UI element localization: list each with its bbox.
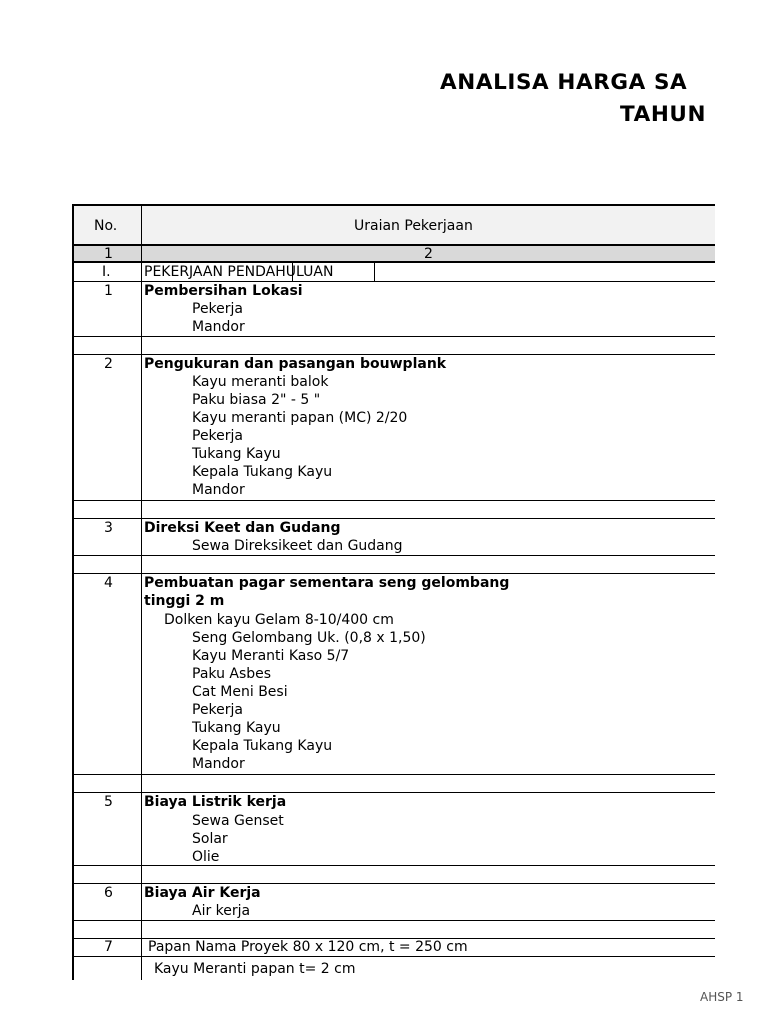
cell-desc (142, 556, 715, 573)
spacer-row (74, 555, 715, 573)
cell-text: Solar (192, 831, 228, 847)
cell-text: Pembersihan Lokasi (144, 283, 303, 299)
section-no: I. (102, 264, 111, 280)
table-row (74, 883, 715, 920)
section-title: PEKERJAAN PENDAHULUAN (144, 264, 334, 280)
cell-text: Kayu Meranti Kaso 5/7 (192, 648, 350, 664)
table-row (74, 956, 715, 980)
cell-text: Pekerja (192, 301, 244, 317)
cell-no (74, 337, 142, 354)
page-title-line1: ANALISA HARGA SA (440, 70, 688, 95)
cell-text: 5 (104, 794, 113, 810)
cell-text: Kayu meranti balok (192, 374, 329, 390)
cell-text: 2 (104, 356, 113, 372)
cell-no (74, 775, 142, 792)
cell-text: 3 (104, 520, 113, 536)
table-header-row (74, 204, 715, 244)
table-row (74, 354, 715, 500)
cell-no (74, 866, 142, 883)
cell-no (74, 574, 142, 774)
cell-text: Tukang Kayu (192, 720, 281, 736)
cell-text: Paku Asbes (192, 666, 272, 682)
cell-desc (142, 921, 715, 938)
cell-text: Olie (192, 849, 220, 865)
spacer-row (74, 920, 715, 938)
cell-text: Cat Meni Besi (192, 684, 288, 700)
analysis-table (72, 204, 715, 980)
cell-text: Sewa Genset (192, 813, 284, 829)
table-row (74, 938, 715, 956)
cell-text: Kepala Tukang Kayu (192, 738, 333, 754)
cell-desc (142, 775, 715, 792)
cell-text: Pembuatan pagar sementara seng gelombang (144, 575, 510, 591)
cell-text: Pekerja (192, 428, 244, 444)
cell-desc (142, 337, 715, 354)
cell-text: Air kerja (192, 903, 251, 919)
cell-desc (142, 501, 715, 518)
cell-text: Paku biasa 2" - 5 " (192, 392, 321, 408)
spacer-row (74, 500, 715, 518)
cell-text: 6 (104, 885, 113, 901)
cell-no (74, 957, 142, 980)
column-index-no: 1 (104, 246, 113, 262)
cell-no (74, 556, 142, 573)
section-row (74, 261, 715, 281)
cell-text: Kepala Tukang Kayu (192, 464, 333, 480)
table-row (74, 573, 715, 774)
cell-text: Kayu Meranti papan t= 2 cm (154, 961, 356, 977)
table-row (74, 518, 715, 555)
cell-text: Kayu meranti papan (MC) 2/20 (192, 410, 408, 426)
spacer-row (74, 865, 715, 883)
cell-text: 1 (104, 283, 113, 299)
cell-text: Biaya Listrik kerja (144, 794, 287, 810)
cell-text: Mandor (192, 756, 245, 772)
page-title-line2: TAHUN (620, 102, 707, 127)
page-footer-label: AHSP 1 (700, 990, 744, 1004)
cell-text: Direksi Keet dan Gudang (144, 520, 341, 536)
table-index-row (74, 244, 715, 261)
table-row (74, 281, 715, 336)
cell-text: tinggi 2 m (144, 593, 225, 609)
column-header-desc: Uraian Pekerjaan (354, 218, 473, 234)
spacer-row (74, 774, 715, 792)
cell-text: Dolken kayu Gelam 8-10/400 cm (164, 612, 394, 628)
column-header-no: No. (94, 218, 118, 234)
cell-text: Mandor (192, 482, 245, 498)
cell-text: Mandor (192, 319, 245, 335)
cell-no (74, 921, 142, 938)
cell-text: Biaya Air Kerja (144, 885, 261, 901)
spacer-row (74, 336, 715, 354)
cell-text: Sewa Direksikeet dan Gudang (192, 538, 403, 554)
cell-text: 7 (104, 939, 113, 955)
cell-text: Seng Gelombang Uk. (0,8 x 1,50) (192, 630, 426, 646)
cell-no (74, 501, 142, 518)
cell-text: Tukang Kayu (192, 446, 281, 462)
cell-text: Papan Nama Proyek 80 x 120 cm, t = 250 cm (148, 939, 468, 955)
cell-text: Pekerja (192, 702, 244, 718)
cell-no (74, 355, 142, 500)
cell-desc (142, 866, 715, 883)
cell-text: 4 (104, 575, 113, 591)
table-row (74, 792, 715, 865)
cell-text: Pengukuran dan pasangan bouwplank (144, 356, 447, 372)
column-index-desc: 2 (424, 246, 433, 262)
